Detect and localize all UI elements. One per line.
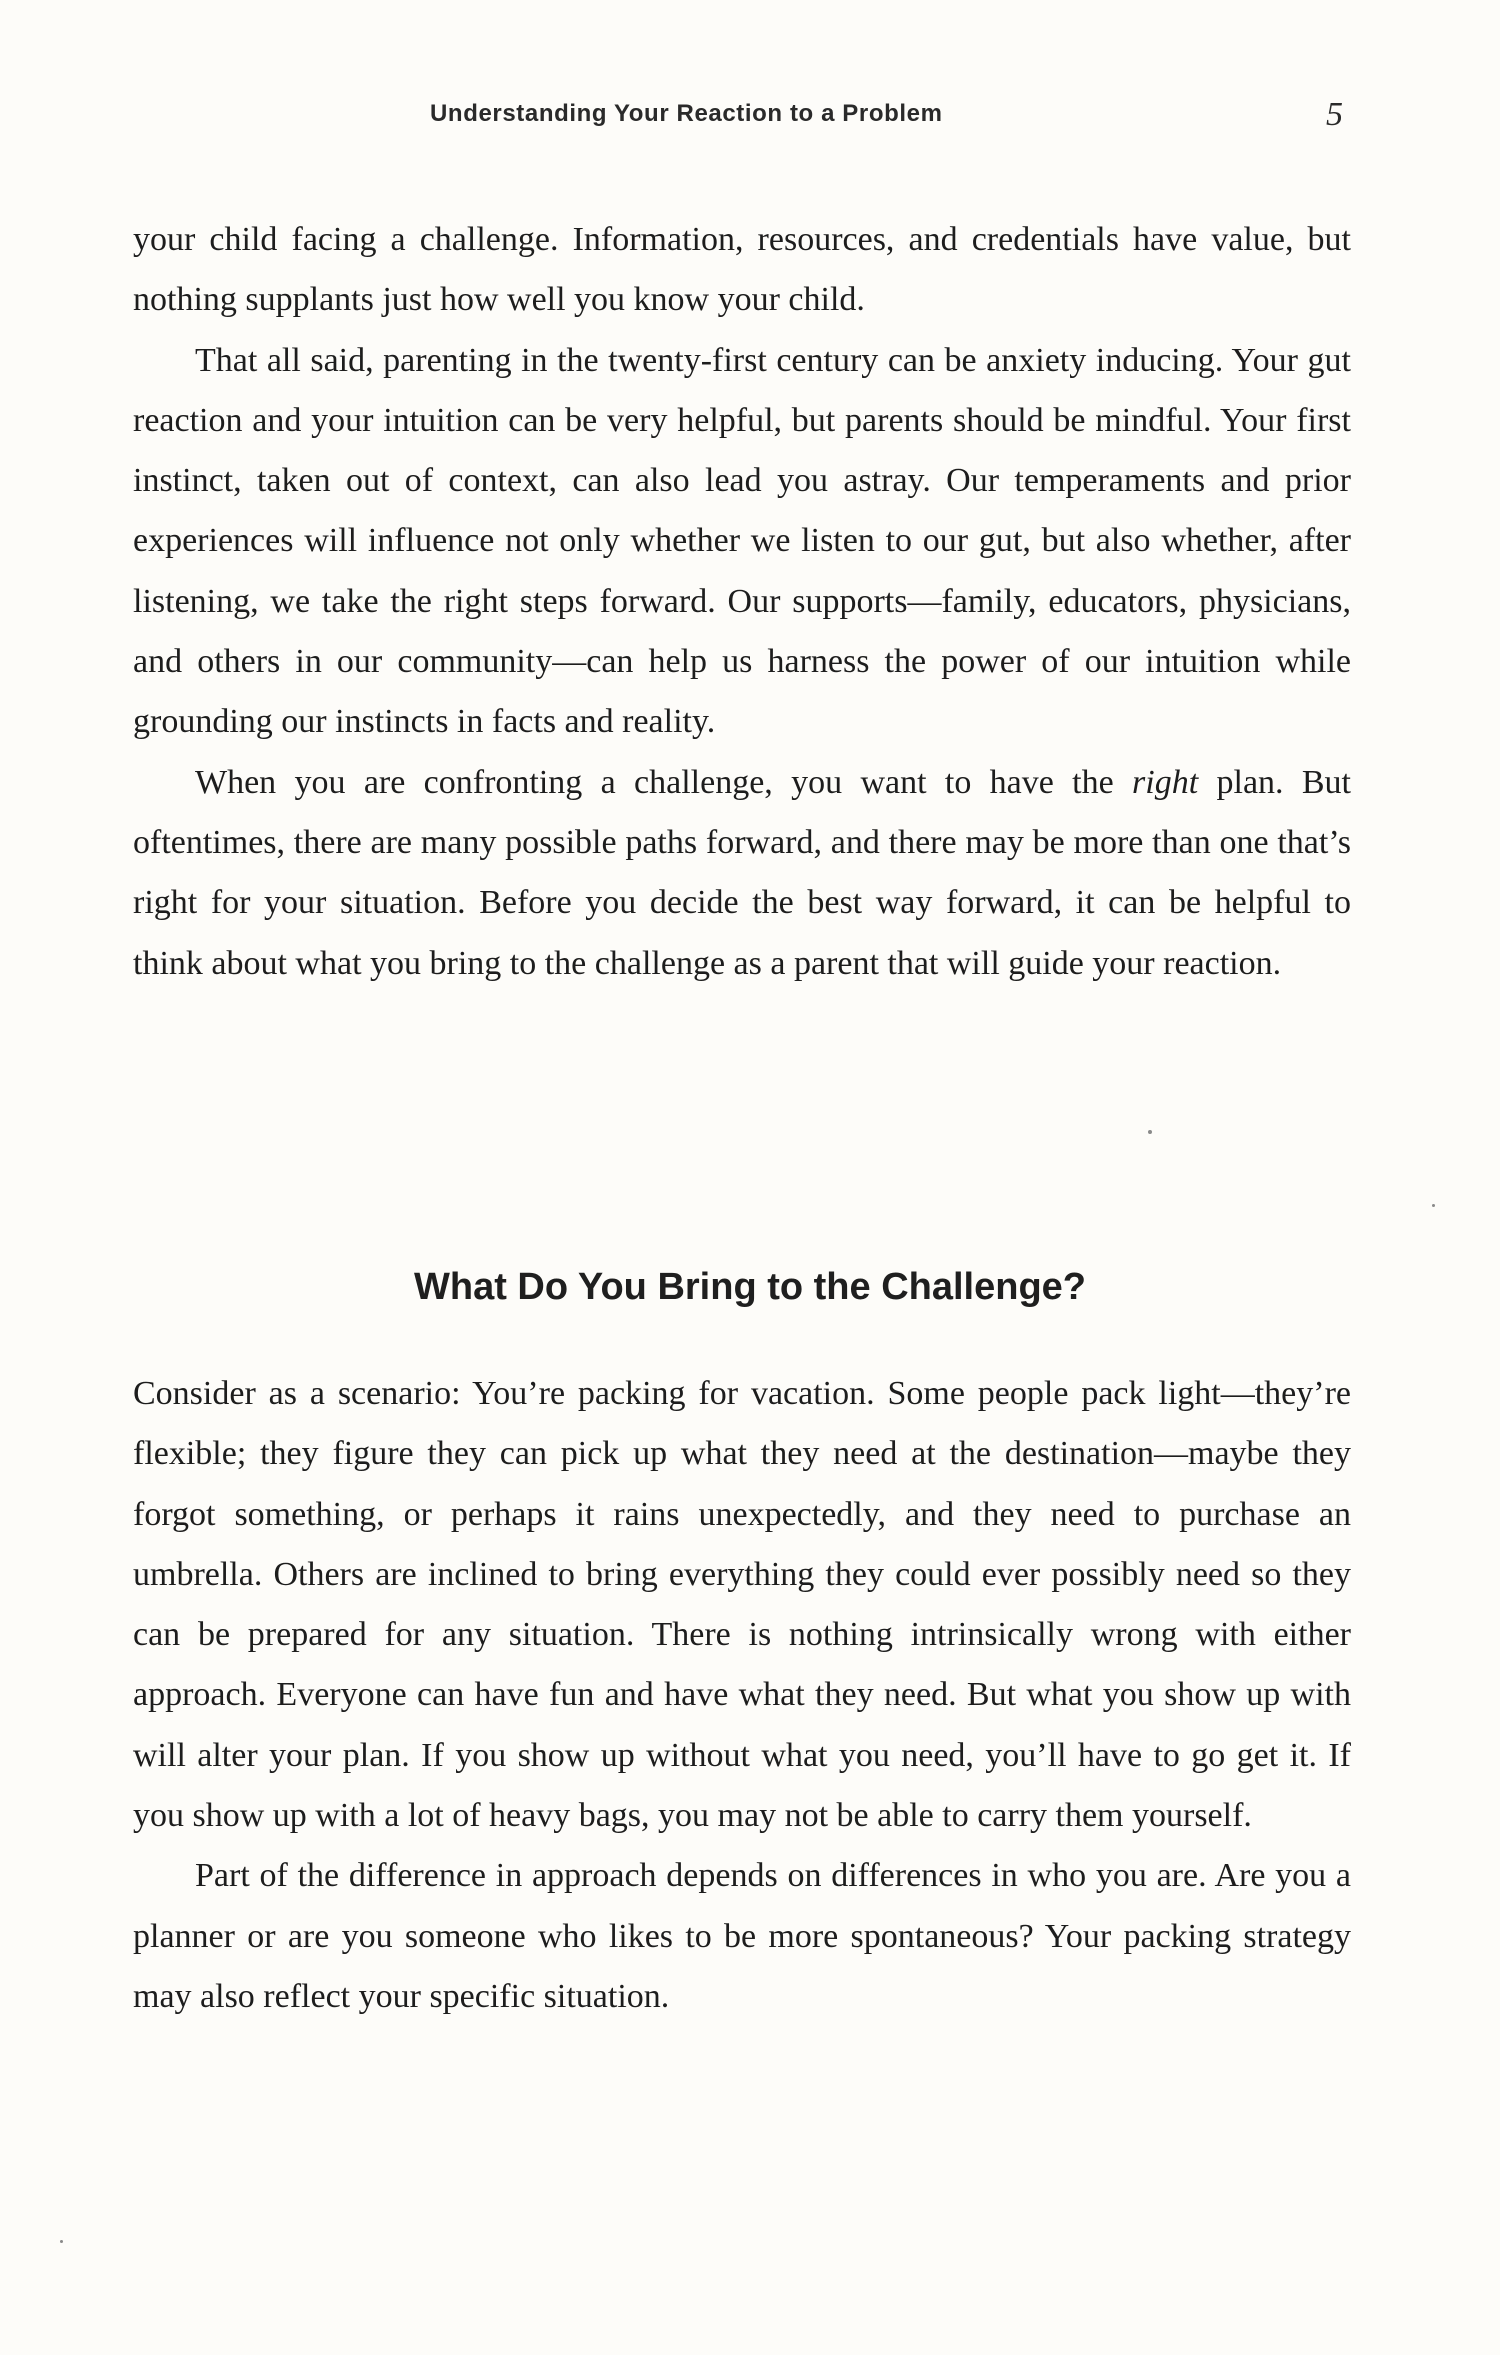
scan-speck [1432,1204,1435,1207]
scan-speck [60,2240,63,2243]
body-text-top [133,210,1351,994]
running-head [0,96,1500,140]
paragraph [133,753,1351,994]
paragraph-text: plan. But oftentimes, there are many possible paths forward, and there may be more than one that’s right for your situation. Before you decide the best way forward, it can be helpful to think about what you bring to the challenge as a parent that will guide your reaction. [133,763,1351,982]
paragraph: That all said, parenting in the twenty-first century can be anxiety inducing. Your gut reaction and your intuition can be very helpful, but parents should be mindful. Your first instinct, taken out of context, can also lead you astray. Our temperaments and prior experiences will influence not only whether we listen to our gut, but also whether, after listening, we take the right steps forward. Our supports—family, educators, physicians, and others in our community—can help us harness the power of our intuition while grounding our instincts in facts and reality. [133,341,1351,741]
section-heading: What Do You Bring to the Challenge? [413,1266,1086,1308]
paragraph-first: Consider as a scenario: You’re packing for vacation. Some people pack light—they’re flexible; they figure they can pick up what they need at the destination—maybe they forgot something, or perhaps it rains unexpectedly, and they need to purchase an umbrella. Others are inclined to bring everything they could ever possibly need so they can be prepared for any situation. There is nothing intrinsically wrong with either approach. Everyone can have fun and have what they need. But what you show up with will alter your plan. If you show up without what you need, you’ll have to go get it. If you show up with a lot of heavy bags, you may not be able to carry them yourself. [133,1375,1351,1835]
paragraph-continued: your child facing a challenge. Information, resources, and credentials have value, but nothing supplants just how well you know your child. [133,221,1351,319]
body-text-bottom [133,1364,1351,2027]
running-title: Understanding Your Reaction to a Problem [430,100,943,127]
paragraph-text: When you are confronting a challenge, you want to have the [195,763,1133,801]
scan-speck [1148,1130,1152,1134]
emphasis-text: right [1132,763,1199,801]
page-number: 5 [1326,96,1343,133]
paragraph: Part of the difference in approach depends on differences in who you are. Are you a planner or are you someone who likes to be more spontaneous? Your packing strategy may also reflect your specific situation. [133,1857,1351,2015]
